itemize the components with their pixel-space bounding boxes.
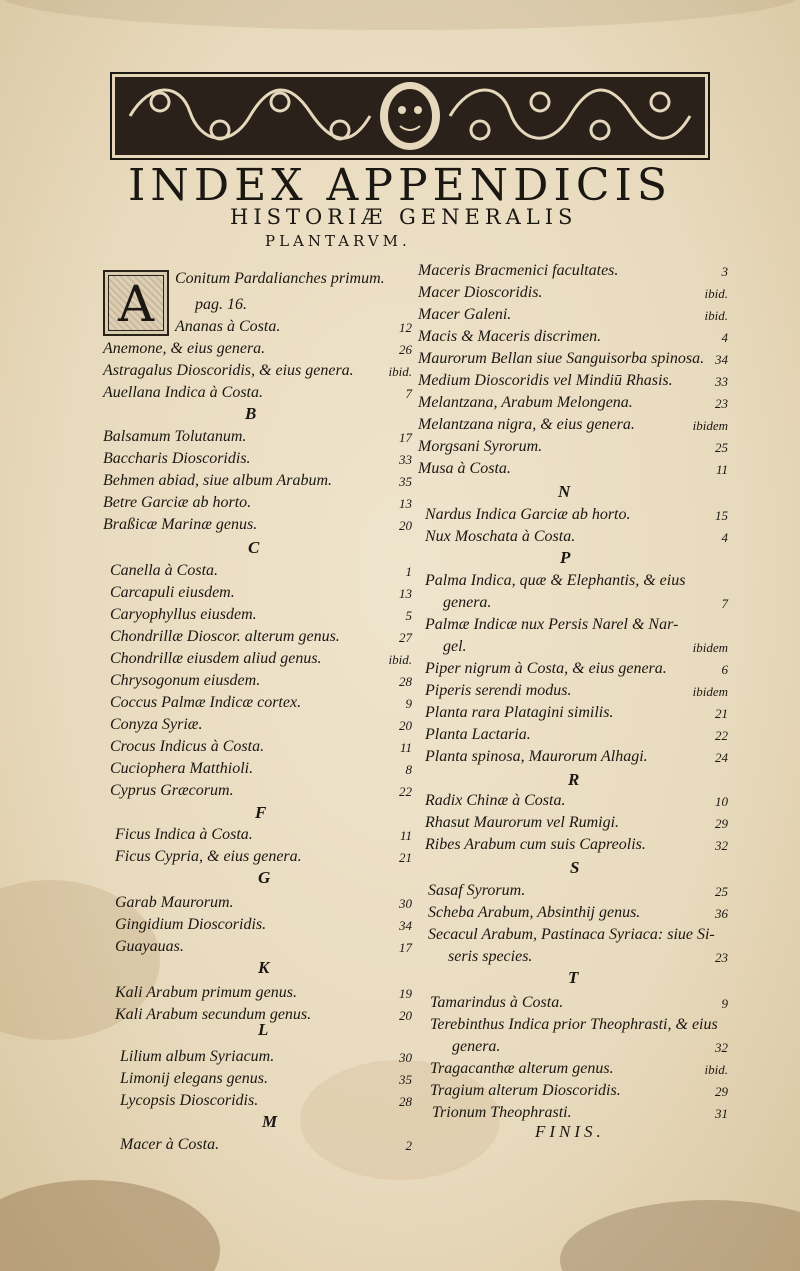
- index-entry: Palma Indica, quæ & Elephantis, & eius: [425, 572, 686, 589]
- index-entry: Kali Arabum secundum genus.: [115, 1006, 312, 1023]
- index-page-number: ibid.: [388, 652, 412, 667]
- index-entry: Tragacanthæ alterum genus.: [430, 1060, 614, 1077]
- index-page-number: 24: [715, 750, 728, 765]
- index-entry: gel.: [443, 638, 467, 655]
- index-page-number: 13: [399, 496, 412, 511]
- index-page-number: 19: [399, 986, 412, 1001]
- index-page-number: 35: [399, 1072, 412, 1087]
- index-entry: Planta spinosa, Maurorum Alhagi.: [425, 748, 648, 765]
- index-page-number: ibid.: [704, 286, 728, 301]
- index-entry: Conyza Syriæ.: [110, 716, 203, 733]
- index-page-number: ibidem: [692, 418, 728, 433]
- index-page-number: 32: [715, 838, 728, 853]
- index-entry: Terebinthus Indica prior Theophrasti, & eius: [430, 1016, 718, 1033]
- index-entry: Lilium album Syriacum.: [120, 1048, 275, 1065]
- index-section-letter: G: [258, 868, 271, 887]
- index-page-number: 7: [405, 386, 412, 401]
- index-section-letter: R: [568, 770, 580, 789]
- decorated-initial: [103, 270, 169, 336]
- index-page-number: 9: [721, 996, 728, 1011]
- index-entry: Piper nigrum à Costa, & eius genera.: [425, 660, 667, 677]
- index-page-number: 20: [399, 718, 412, 733]
- index-entry: Planta rara Platagini similis.: [425, 704, 614, 721]
- index-entry: Canella à Costa.: [110, 562, 219, 579]
- index-section-letter: P: [560, 548, 571, 567]
- index-page-number: 11: [399, 740, 412, 755]
- index-page-number: 34: [715, 352, 728, 367]
- index-page-number: 33: [715, 374, 728, 389]
- index-entry: Betre Garciæ ab horto.: [103, 494, 252, 511]
- index-section-letter: N: [558, 482, 571, 501]
- index-page-number: 35: [399, 474, 412, 489]
- index-entry: Kali Arabum primum genus.: [115, 984, 297, 1001]
- index-subtitle-2: PLANTARVM.: [265, 232, 411, 250]
- index-entry: Melantzana nigra, & eius genera.: [418, 416, 635, 433]
- index-entry: Anemone, & eius genera.: [103, 340, 266, 357]
- index-page-number: 20: [399, 518, 412, 533]
- index-page-number: 2: [405, 1138, 412, 1153]
- index-page-number: 6: [721, 662, 728, 677]
- index-entry: Trionum Theophrasti.: [432, 1104, 572, 1121]
- index-entry: Balsamum Tolutanum.: [103, 428, 247, 445]
- index-page-number: 30: [399, 896, 412, 911]
- index-entry: Melantzana, Arabum Melongena.: [418, 394, 633, 411]
- index-section-letter: T: [568, 968, 579, 987]
- index-page-number: 13: [399, 586, 412, 601]
- index-page-number: 30: [399, 1050, 412, 1065]
- index-page-number: 29: [715, 1084, 728, 1099]
- index-page-number: 25: [715, 884, 728, 899]
- index-entry: Guayauas.: [115, 938, 184, 955]
- index-entry: Tamarindus à Costa.: [430, 994, 564, 1011]
- index-entry: Braßicæ Marinæ genus.: [103, 516, 258, 533]
- index-page-number: 33: [399, 452, 412, 467]
- index-page-number: 29: [715, 816, 728, 831]
- index-section-letter: K: [258, 958, 270, 977]
- index-entry: Palmæ Indicæ nux Persis Narel & Nar-: [425, 616, 679, 633]
- index-entry: Scheba Arabum, Absinthij genus.: [428, 904, 641, 921]
- index-entry: Tragium alterum Dioscoridis.: [430, 1082, 621, 1099]
- index-entry: Maurorum Bellan siue Sanguisorba spinosa.: [418, 350, 705, 367]
- index-page-number: 22: [715, 728, 728, 743]
- index-entry: Ribes Arabum cum suis Capreolis.: [425, 836, 646, 853]
- index-entry: Ananas à Costa.: [175, 318, 281, 335]
- decorated-initial-letter: A: [117, 275, 155, 333]
- index-page-number: 8: [405, 762, 412, 777]
- index-entry: Radix Chinæ à Costa.: [425, 792, 566, 809]
- index-entry: Musa à Costa.: [418, 460, 511, 477]
- index-section-letter: S: [570, 858, 580, 877]
- index-section-letter: C: [248, 538, 260, 557]
- index-page-number: 22: [399, 784, 412, 799]
- index-page-number: ibidem: [692, 640, 728, 655]
- index-entry: Morgsani Syrorum.: [418, 438, 543, 455]
- index-entry: Coccus Palmæ Indicæ cortex.: [110, 694, 302, 711]
- index-page-number: 1: [405, 564, 412, 579]
- index-section-letter: B: [245, 404, 257, 423]
- index-title: INDEX APPENDICIS: [127, 160, 673, 211]
- index-subtitle: HISTORIÆ GENERALIS: [230, 205, 578, 229]
- finis: FINIS.: [535, 1122, 605, 1141]
- index-entry: seris species.: [448, 948, 533, 965]
- index-page-number: 36: [715, 906, 728, 921]
- index-entry: Limonij elegans genus.: [120, 1070, 268, 1087]
- index-entry: Carcapuli eiusdem.: [110, 584, 235, 601]
- index-entry: Macer à Costa.: [120, 1136, 220, 1153]
- index-page-number: 20: [399, 1008, 412, 1023]
- index-section-letter: F: [255, 803, 267, 822]
- index-page-number: 27: [399, 630, 412, 645]
- decorative-headpiece: [110, 72, 710, 160]
- index-entry: Auellana Indica à Costa.: [103, 384, 263, 401]
- index-entry: Secacul Arabum, Pastinaca Syriaca: siue Si-: [428, 926, 715, 943]
- index-entry: Crocus Indicus à Costa.: [110, 738, 265, 755]
- index-entry: Cyprus Græcorum.: [110, 782, 234, 799]
- index-page-number: 11: [399, 828, 412, 843]
- index-page-number: ibid.: [704, 1062, 728, 1077]
- index-page-number: 31: [715, 1106, 728, 1121]
- index-page-number: 25: [715, 440, 728, 455]
- index-page-number: 23: [715, 396, 728, 411]
- index-entry: Behmen abiad, siue album Arabum.: [103, 472, 333, 489]
- index-entry: Ficus Cypria, & eius genera.: [115, 848, 302, 865]
- index-entry: Caryophyllus eiusdem.: [110, 606, 257, 623]
- index-page-number: 28: [399, 1094, 412, 1109]
- index-entry: Gingidium Dioscoridis.: [115, 916, 267, 933]
- index-page-number: 3: [721, 264, 728, 279]
- index-page-number: 9: [405, 696, 412, 711]
- index-page-number: ibid.: [388, 364, 412, 379]
- index-page-number: 12: [399, 320, 412, 335]
- index-page-number: 34: [399, 918, 412, 933]
- index-entry: Sasaf Syrorum.: [428, 882, 526, 899]
- index-entry: Ficus Indica à Costa.: [115, 826, 253, 843]
- index-entry: Lycopsis Dioscoridis.: [120, 1092, 259, 1109]
- index-entry: genera.: [443, 594, 492, 611]
- index-page-number: 7: [721, 596, 728, 611]
- index-page-number: 17: [399, 430, 412, 445]
- index-entry: Nux Moschata à Costa.: [425, 528, 576, 545]
- index-page-number: 15: [715, 508, 728, 523]
- index-entry: Garab Maurorum.: [115, 894, 234, 911]
- index-entry: Rhasut Maurorum vel Rumigi.: [425, 814, 620, 831]
- index-page-number: 21: [399, 850, 412, 865]
- index-entry: pag. 16.: [195, 296, 247, 313]
- index-entry: Chondrillæ Dioscor. alterum genus.: [110, 628, 340, 645]
- index-entry: Macer Galeni.: [418, 306, 512, 323]
- index-entry: Planta Lactaria.: [425, 726, 531, 743]
- index-entry: Cuciophera Matthioli.: [110, 760, 254, 777]
- index-page-number: 10: [715, 794, 728, 809]
- index-entry: Astragalus Dioscoridis, & eius genera.: [103, 362, 354, 379]
- index-page-number: 23: [715, 950, 728, 965]
- index-section-letter: L: [258, 1020, 269, 1039]
- index-entry: Baccharis Dioscoridis.: [103, 450, 251, 467]
- index-entry: Macis & Maceris discrimen.: [418, 328, 602, 345]
- index-page-number: 5: [405, 608, 412, 623]
- index-entry: genera.: [452, 1038, 501, 1055]
- index-entry: Macer Dioscoridis.: [418, 284, 543, 301]
- index-page-number: 28: [399, 674, 412, 689]
- index-entry: Nardus Indica Garciæ ab horto.: [425, 506, 631, 523]
- index-entry: Chrysogonum eiusdem.: [110, 672, 261, 689]
- index-page-number: ibidem: [692, 684, 728, 699]
- index-entry: Medium Dioscoridis vel Mindiū Rhasis.: [418, 372, 673, 389]
- index-page-number: 32: [715, 1040, 728, 1055]
- index-page-number: 17: [399, 940, 412, 955]
- index-page-number: 11: [715, 462, 728, 477]
- index-entry: Chondrillæ eiusdem aliud genus.: [110, 650, 322, 667]
- index-page-number: 4: [721, 330, 728, 345]
- index-section-letter: M: [262, 1112, 278, 1131]
- index-entry: Piperis serendi modus.: [425, 682, 572, 699]
- index-page-number: 21: [715, 706, 728, 721]
- index-page-number: 4: [721, 530, 728, 545]
- index-entry: Maceris Bracmenici facultates.: [418, 262, 619, 279]
- index-entry: Conitum Pardalianches primum.: [175, 270, 385, 287]
- index-page-number: 26: [399, 342, 412, 357]
- index-page-number: ibid.: [704, 308, 728, 323]
